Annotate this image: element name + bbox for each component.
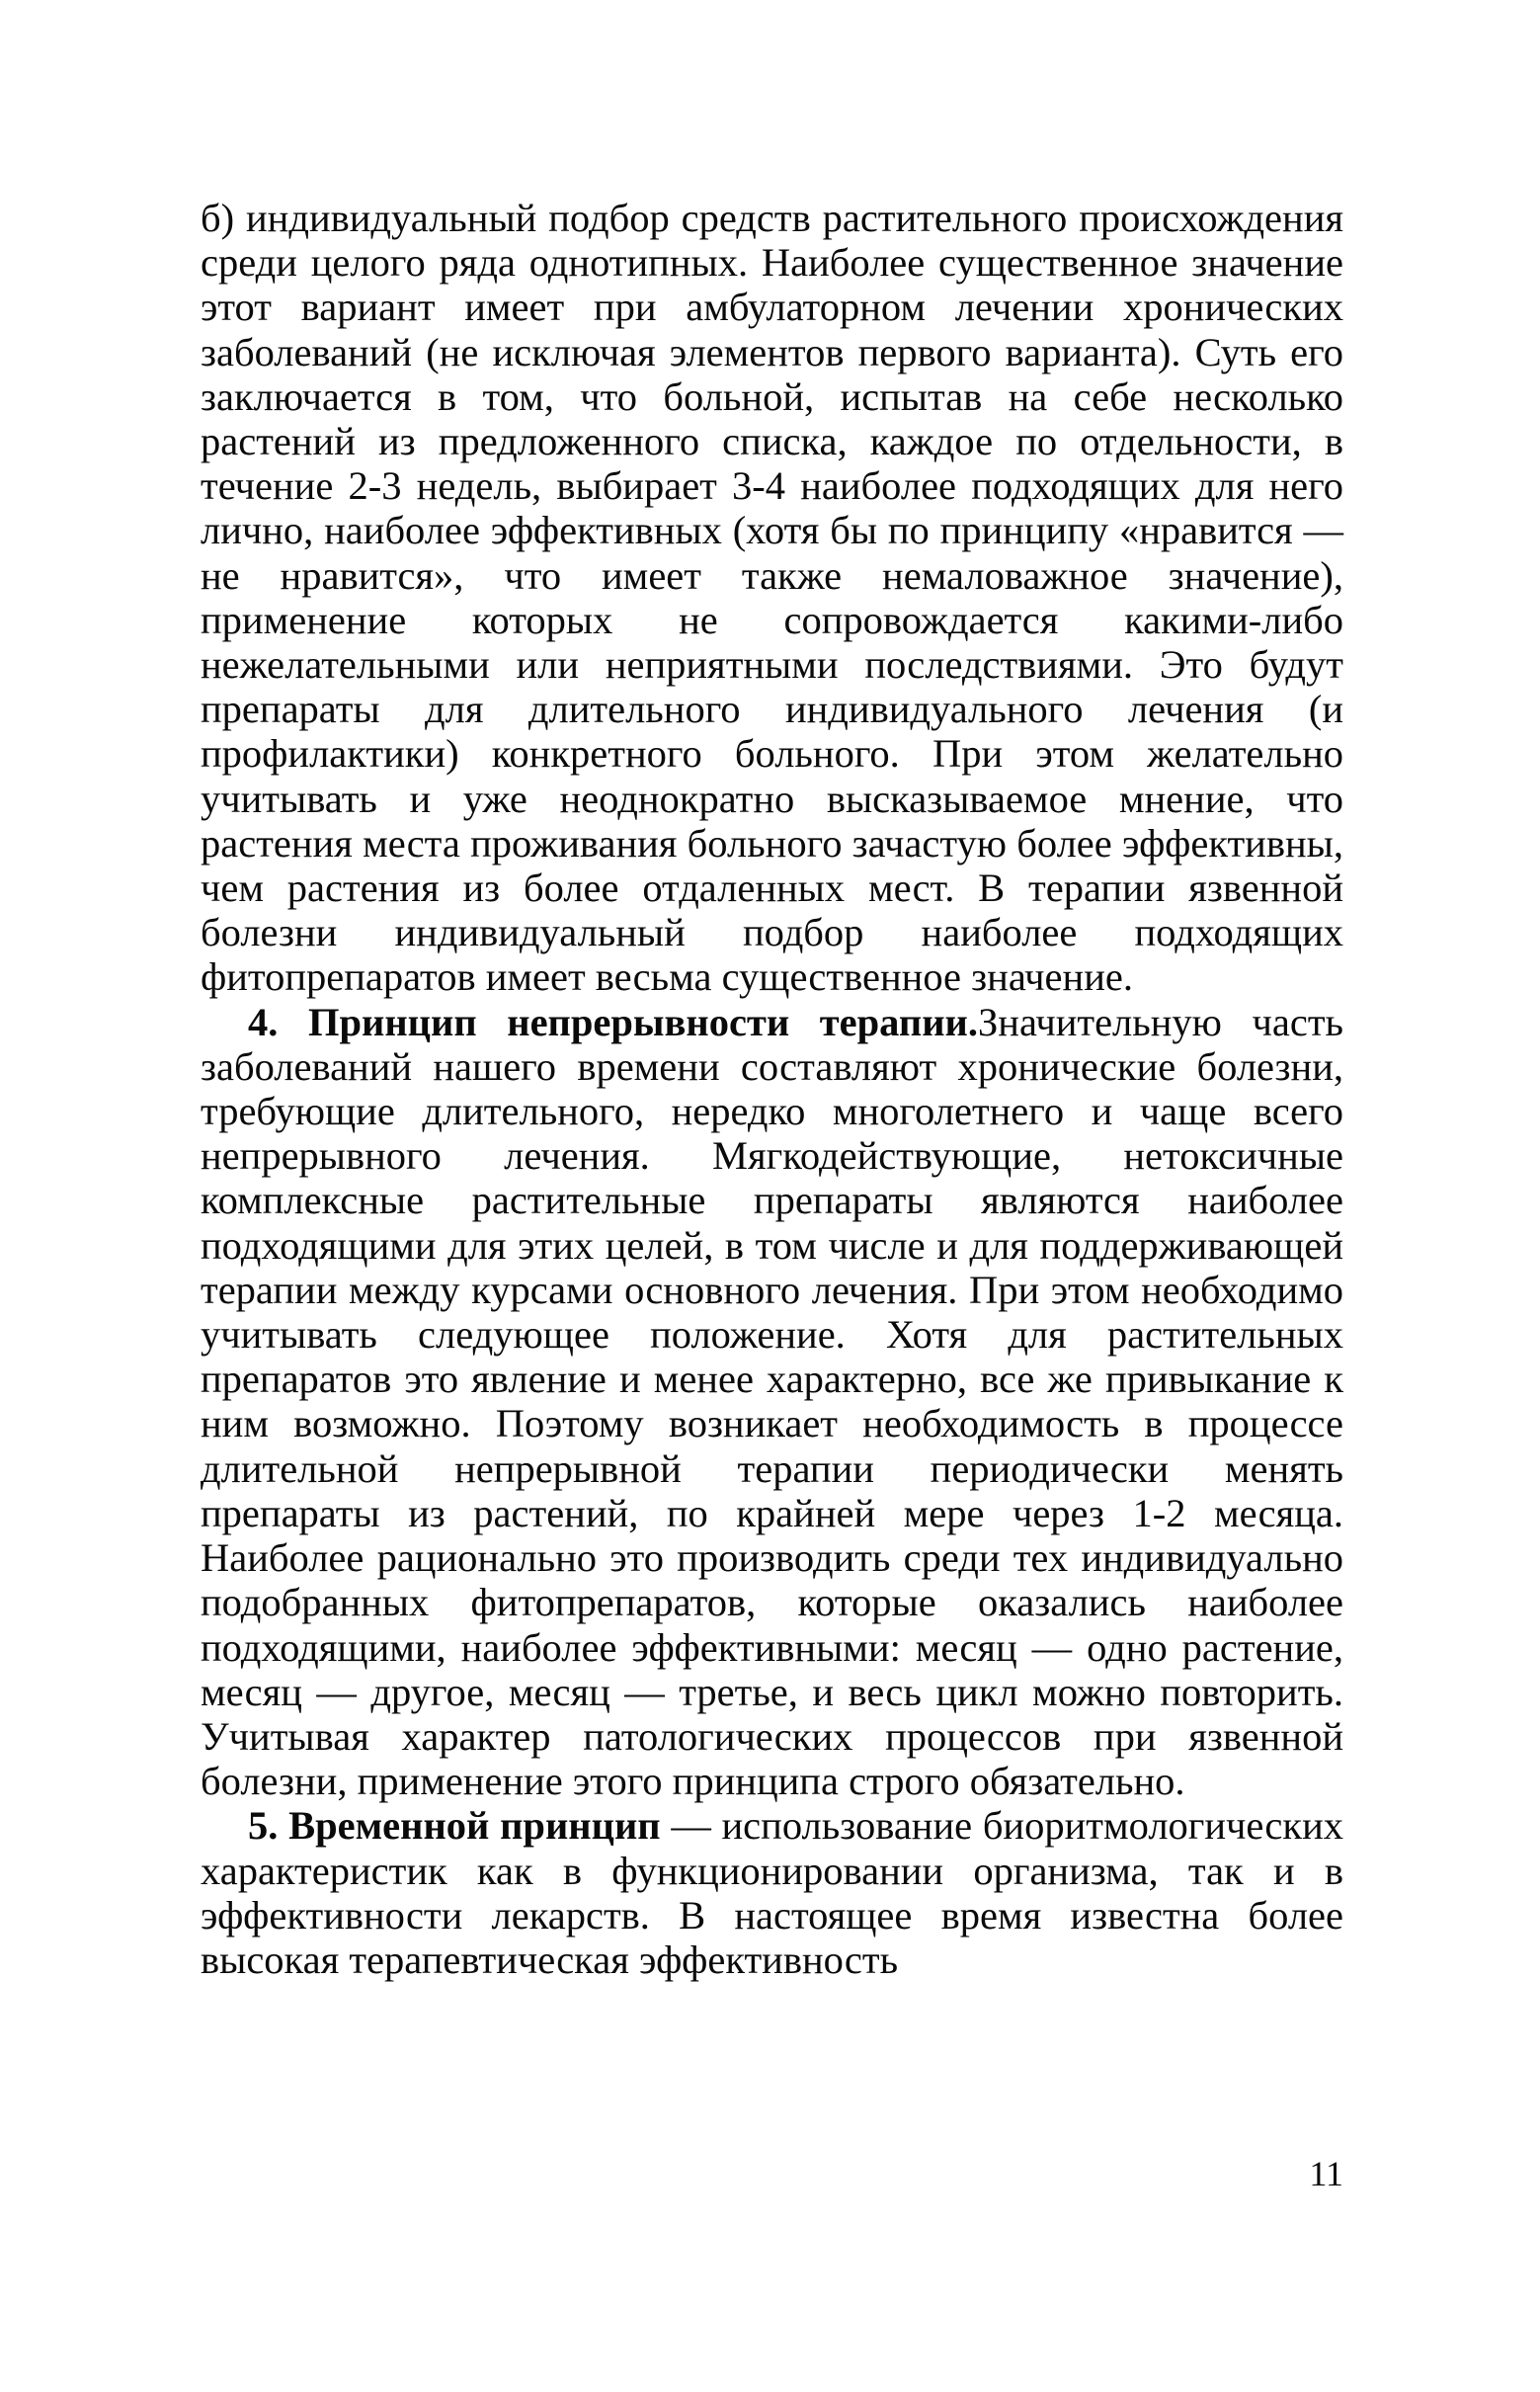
- principle-heading: 4. Принцип непрерывности терапии.: [248, 999, 979, 1044]
- principle-heading: 5. Временной принцип: [248, 1803, 661, 1849]
- paragraph-principle-continuity: [201, 1000, 1343, 1804]
- paragraph-individual-selection: [201, 196, 1343, 1000]
- principle-body: — использование биоритмологических характеристик как в функционировании организма, так и в эффективности лекарств. В настоящее время известна более высокая терапевтическая эффективность: [201, 1803, 1343, 1982]
- paragraph-text: б) индивидуальный подбор средств растительного происхождения среди целого ряда однотипных. Наиболее существенное значение этот вариант имеет при амбулаторном лечении хронических заболеваний (не исключая элементов первого варианта). Суть его заключается в том, что больной, испытав на себе несколько растений из предложенного списка, каждое по отдельности, в течение 2-3 недель, выбирает 3-4 наиболее подходящих для него лично, наиболее эффективных (хотя бы по принципу «нравится — не нравится», что имеет также немаловажное значение), применение которых не сопровождается какими-либо нежелательными или неприятными последствиями. Это будут препараты для длительного индивидуального лечения (и профилактики) конкретного больного. При этом желательно учитывать и уже неоднократно высказываемое мнение, что растения места проживания больного зачастую более эффективны, чем растения из более отдаленных мест. В терапии язвенной болезни индивидуальный подбор наиболее подходящих фитопрепаратов имеет весьма существенное значение.: [201, 196, 1343, 1000]
- paragraph-principle-temporal: [201, 1803, 1343, 1982]
- page-number: 11: [1309, 2154, 1343, 2193]
- body-text: [201, 196, 1343, 1982]
- principle-body: Значительную часть заболеваний нашего времени составляют хронические болезни, требующие длительного, нередко многолетнего и чаще всего непрерывного лечения. Мягкодействующие, нетоксичные комплексные растительные препараты являются наиболее подходящими для этих целей, в том числе и для поддерживающей терапии между курсами основного лечения. При этом необходимо учитывать следующее положение. Хотя для растительных препаратов это явление и менее характерно, все же привыкание к ним возможно. Поэтому возникает необходимость в процессе длительной непрерывной терапии периодически менять препараты из растений, по крайней мере через 1-2 месяца. Наиболее рационально это производить среди тех индивидуально подобранных фитопрепаратов, которые оказались наиболее подходящими, наиболее эффективными: месяц — одно растение, месяц — другое, месяц — третье, и весь цикл можно повторить. Учитывая характер патологических процессов при язвенной болезни, применение этого принципа строго обязательно.: [201, 999, 1343, 1804]
